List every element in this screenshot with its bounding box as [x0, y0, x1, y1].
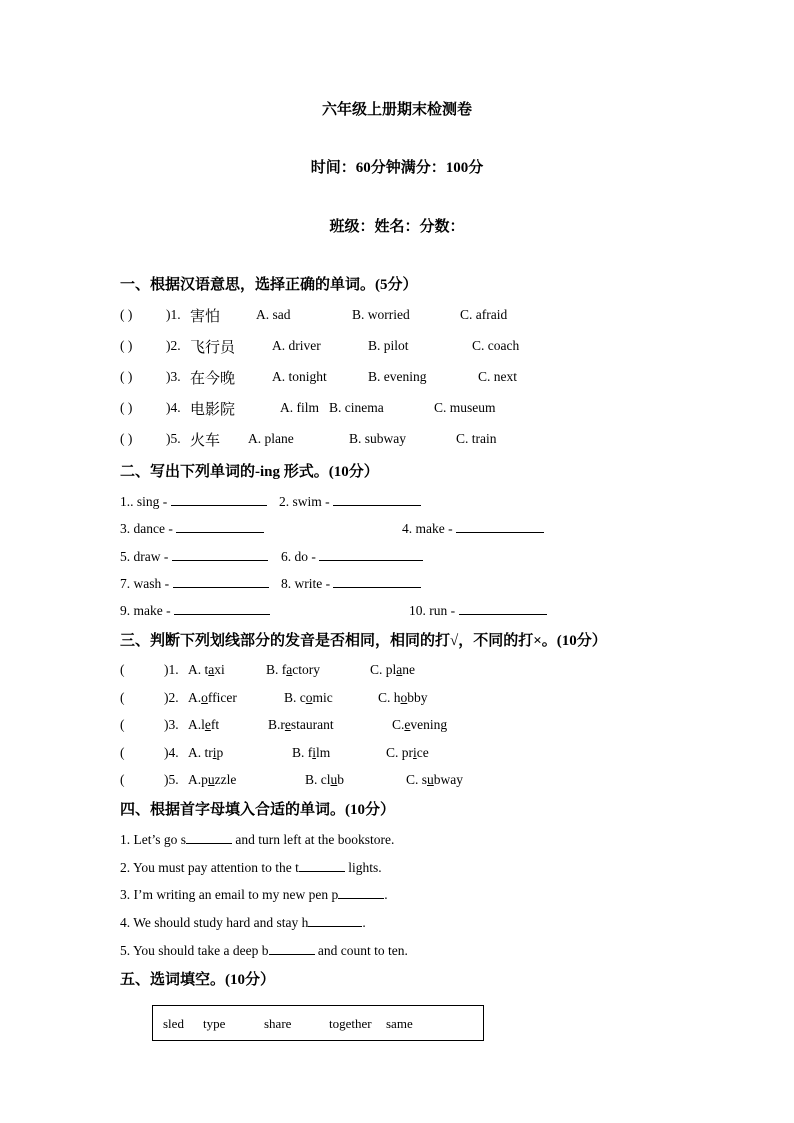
- list-item: [120, 369, 132, 385]
- underlined-letter: o: [201, 690, 208, 705]
- section1-heading: 一、根据汉语意思，选择正确的单词。(5分）: [120, 277, 418, 293]
- underlined-letter: u: [330, 772, 338, 787]
- word-bank-item: type: [203, 1016, 226, 1031]
- chinese-word: 火车: [190, 433, 221, 449]
- word-label: 3. dance -: [120, 521, 173, 536]
- option-b: B. club: [305, 772, 344, 787]
- list-item: [120, 493, 267, 510]
- page-title: 六年级上册期末检测卷: [321, 102, 472, 118]
- item-number: )2.: [164, 690, 179, 705]
- answer-paren: (: [120, 772, 125, 787]
- class-name-score-line: 班级：姓名：分数：: [329, 219, 465, 235]
- section4-heading: 四、根据首字母填入合适的单词。(10分）: [120, 802, 395, 818]
- option-c: C. museum: [434, 400, 496, 415]
- chinese-word: 害怕: [190, 309, 221, 325]
- answer-blank[interactable]: [333, 575, 421, 588]
- answer-paren: (: [120, 717, 125, 732]
- list-item: [120, 431, 132, 447]
- section5-heading: 五、选词填空。(10分）: [120, 972, 275, 988]
- chinese-word: 在今晚: [190, 371, 236, 387]
- chinese-word: 电影院: [190, 402, 236, 418]
- option-c: C. plane: [370, 662, 416, 677]
- option-c: C. subway: [406, 772, 464, 787]
- item-number: )1.: [166, 307, 181, 322]
- answer-blank[interactable]: [459, 602, 547, 615]
- option-a: A.left: [188, 717, 220, 732]
- list-item: [120, 575, 269, 592]
- item-number: )3.: [164, 717, 179, 732]
- option-c: C. hobby: [378, 690, 428, 705]
- option-c: C. train: [456, 431, 497, 446]
- word-bank-item: sled: [163, 1016, 184, 1031]
- answer-blank[interactable]: [308, 914, 362, 927]
- word-label: 2. swim -: [279, 494, 330, 509]
- word-label: 4. make -: [402, 521, 453, 536]
- underlined-letter: e: [404, 717, 411, 732]
- answer-paren: ( ): [120, 431, 133, 446]
- word-label: 9. make -: [120, 603, 171, 618]
- word-label: 7. wash -: [120, 576, 170, 591]
- answer-blank[interactable]: [176, 520, 264, 533]
- option-a: A. sad: [256, 307, 291, 322]
- answer-blank[interactable]: [171, 493, 267, 506]
- underlined-letter: u: [207, 772, 215, 787]
- word-label: 1.. sing -: [120, 494, 168, 509]
- answer-paren: (: [120, 662, 125, 677]
- option-a: A. taxi: [188, 662, 225, 677]
- list-item: 4. We should study hard and stay h .: [120, 915, 366, 930]
- list-item: 1. Let’s go s and turn left at the bookstore.: [120, 832, 395, 847]
- option-b: B. evening: [368, 369, 427, 384]
- list-item: [120, 400, 132, 416]
- underlined-letter: i: [312, 745, 317, 760]
- option-c: C. price: [386, 745, 429, 760]
- answer-blank[interactable]: [186, 831, 232, 844]
- underlined-letter: a: [286, 662, 293, 677]
- list-item: [409, 602, 547, 619]
- word-bank-box: [152, 1005, 484, 1041]
- option-a: A. film: [280, 400, 319, 415]
- option-a: A. driver: [272, 338, 321, 353]
- option-b: B. film: [292, 745, 331, 760]
- word-label: 5. draw -: [120, 549, 169, 564]
- option-c: C. coach: [472, 338, 520, 353]
- section3-heading: 三、判断下列划线部分的发音是否相同，相同的打√，不同的打×。(10分）: [120, 633, 607, 649]
- answer-blank[interactable]: [269, 942, 315, 955]
- answer-blank[interactable]: [174, 602, 270, 615]
- option-b: B. cinema: [329, 400, 384, 415]
- answer-blank[interactable]: [299, 859, 345, 872]
- option-c: C. afraid: [460, 307, 508, 322]
- item-number: )3.: [166, 369, 181, 384]
- underlined-letter: u: [427, 772, 434, 787]
- option-b: B. pilot: [368, 338, 409, 353]
- answer-paren: (: [120, 745, 125, 760]
- answer-blank[interactable]: [173, 575, 269, 588]
- time-score-line: 时间：60分钟满分：100分: [310, 160, 484, 176]
- word-bank-item: share: [264, 1016, 292, 1031]
- answer-blank[interactable]: [338, 886, 384, 899]
- word-label: 10. run -: [409, 603, 456, 618]
- item-number: )4.: [166, 400, 181, 415]
- option-b: B.restaurant: [268, 717, 334, 732]
- option-b: B. comic: [284, 690, 333, 705]
- list-item: [120, 338, 132, 354]
- option-a: A.puzzle: [188, 772, 237, 787]
- list-item: [120, 602, 270, 619]
- option-b: B. subway: [349, 431, 406, 446]
- word-bank-item: same: [386, 1016, 413, 1031]
- item-number: )2.: [166, 338, 181, 353]
- option-c: C. next: [478, 369, 517, 384]
- section2-heading: 二、写出下列单词的-ing 形式。(10分）: [120, 464, 379, 480]
- list-item: [281, 548, 423, 565]
- option-b: B. factory: [266, 662, 320, 677]
- answer-blank[interactable]: [319, 548, 423, 561]
- list-item: [120, 307, 132, 323]
- list-item: [402, 520, 544, 537]
- option-a: A.officer: [188, 690, 237, 705]
- item-number: )1.: [164, 662, 179, 677]
- item-number: )5.: [166, 431, 181, 446]
- word-label: 8. write -: [281, 576, 331, 591]
- underlined-letter: e: [284, 717, 291, 732]
- list-item: [279, 493, 421, 510]
- answer-paren: ( ): [120, 338, 133, 353]
- answer-paren: ( ): [120, 400, 133, 415]
- option-a: A. plane: [248, 431, 294, 446]
- answer-blank[interactable]: [172, 548, 268, 561]
- item-number: )5.: [164, 772, 179, 787]
- list-item: [120, 548, 268, 565]
- word-label: 6. do -: [281, 549, 316, 564]
- underlined-letter: i: [212, 745, 217, 760]
- answer-paren: (: [120, 690, 125, 705]
- option-b: B. worried: [352, 307, 410, 322]
- answer-paren: ( ): [120, 307, 133, 322]
- underlined-letter: e: [204, 717, 211, 732]
- list-item: 2. You must pay attention to the t lights.: [120, 860, 382, 875]
- option-c: C.evening: [392, 717, 448, 732]
- list-item: 5. You should take a deep b and count to ten.: [120, 943, 408, 958]
- word-bank-item: together: [329, 1016, 372, 1031]
- chinese-word: 飞行员: [190, 340, 236, 356]
- underlined-letter: i: [413, 745, 417, 760]
- underlined-letter: o: [400, 690, 408, 705]
- list-item: [120, 520, 264, 537]
- item-number: )4.: [164, 745, 179, 760]
- option-a: A. trip: [188, 745, 224, 760]
- option-a: A. tonight: [272, 369, 327, 384]
- answer-blank[interactable]: [456, 520, 544, 533]
- list-item: [281, 575, 421, 592]
- answer-blank[interactable]: [333, 493, 421, 506]
- underlined-letter: o: [305, 690, 313, 705]
- list-item: 3. I’m writing an email to my new pen p .: [120, 887, 388, 902]
- underlined-letter: a: [208, 662, 215, 677]
- underlined-letter: a: [396, 662, 403, 677]
- answer-paren: ( ): [120, 369, 133, 384]
